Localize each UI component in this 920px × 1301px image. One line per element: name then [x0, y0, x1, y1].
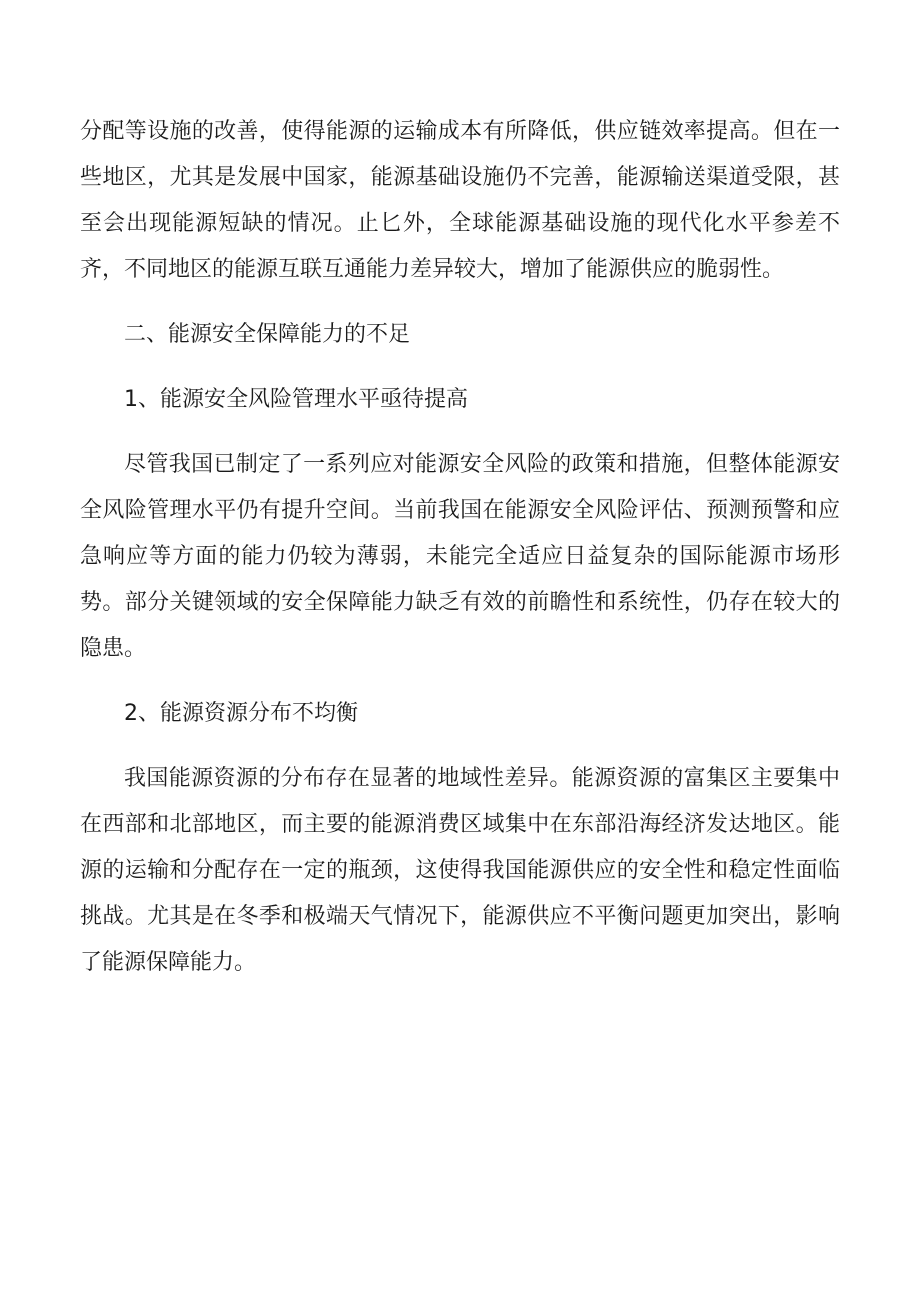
body-paragraph-infrastructure: 分配等设施的改善，使得能源的运输成本有所降低，供应链效率提高。但在一些地区，尤其是发展中国家，能源基础设施仍不完善，能源输送渠道受限，甚至会出现能源短缺的情况。止匕外，全球能源基础设施的现代化水平参差不齐，不同地区的能源互联互通能力差异较大，增加了能源供应的脆弱性。: [80, 119, 840, 282]
paragraph-gap: [80, 423, 840, 442]
paragraph-gap: [80, 737, 840, 756]
paragraph-gap: [80, 672, 840, 691]
subsection-heading-2-1: 1、能源安全风险管理水平亟待提高: [124, 387, 468, 412]
body-paragraph-resource-distribution: 我国能源资源的分布存在显著的地域性差异。能源资源的富集区主要集中在西部和北部地区，而主要的能源消费区域集中在东部沿海经济发达地区。能源的运输和分配存在一定的瓶颈，这使得我国能源供应的安全性和稳定性面临挑战。尤其是在冬季和极端天气情况下，能源供应不平衡问题更加突出，影响了能源保障能力。: [80, 766, 840, 975]
document-body: [80, 109, 840, 986]
paragraph-gap: [80, 293, 840, 312]
subsection-heading-2-2: 2、能源资源分布不均衡: [124, 701, 358, 726]
body-paragraph-risk-management: 尽管我国已制定了一系列应对能源安全风险的政策和措施，但整体能源安全风险管理水平仍有提升空间。当前我国在能源安全风险评估、预测预警和应急响应等方面的能力仍较为薄弱，未能完全适应日益复杂的国际能源市场形势。部分关键领域的安全保障能力缺乏有效的前瞻性和系统性，仍存在较大的隐患。: [80, 452, 840, 661]
section-heading-2: 二、能源安全保障能力的不足: [124, 322, 411, 347]
paragraph-gap: [80, 358, 840, 377]
